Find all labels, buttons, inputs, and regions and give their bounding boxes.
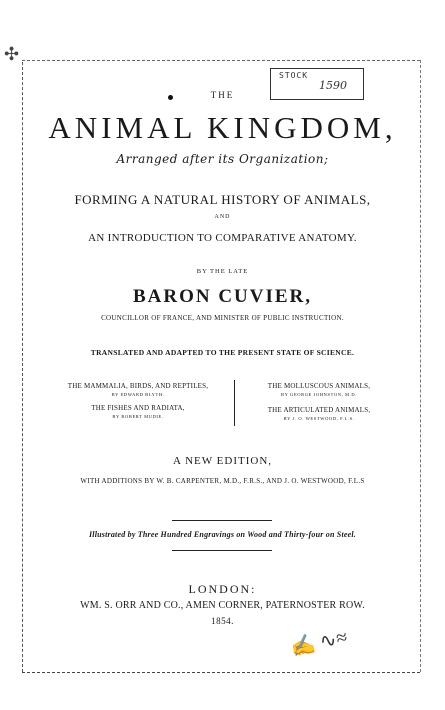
additions-line: WITH ADDITIONS BY W. B. CARPENTER, M.D., F.R.S., AND J. O. WESTWOOD, F.L.S: [80, 477, 365, 485]
contributor-articulated: [244, 406, 394, 421]
stamp-label: STOCK: [279, 71, 309, 80]
column-divider: [234, 380, 235, 426]
imprint-year: 1854.: [211, 616, 234, 626]
contributor-subject: THE MAMMALIA, BIRDS, AND REPTILES,: [67, 382, 209, 390]
page-border-bottom: [22, 672, 420, 673]
contributor-name: BY ROBERT MUDIE.: [112, 414, 164, 419]
author-title: COUNCILLOR OF FRANCE, AND MINISTER OF PUBLIC INSTRUCTION.: [101, 314, 344, 322]
imprint-publisher: WM. S. ORR AND CO., AMEN CORNER, PATERNOSTER ROW.: [80, 600, 365, 611]
and-connector: AND: [214, 214, 231, 220]
contributor-subject: THE ARTICULATED ANIMALS,: [267, 406, 371, 414]
by-the-late: BY THE LATE: [196, 268, 249, 275]
imprint-city: LONDON:: [188, 582, 257, 596]
translated-line: TRANSLATED AND ADAPTED TO THE PRESENT STATE OF SCIENCE.: [90, 348, 355, 357]
contributor-molluscous: [244, 382, 394, 397]
subtitle: Arranged after its Organization;: [116, 152, 329, 166]
forming-line: FORMING A NATURAL HISTORY OF ANIMALS,: [74, 192, 371, 207]
illustrated-line: Illustrated by Three Hundred Engravings on Wood and Thirty-four on Steel.: [88, 530, 356, 539]
page-border-top: [22, 60, 420, 61]
contributor-subject: THE MOLLUSCOUS ANIMALS,: [267, 382, 371, 390]
rule-top: [172, 520, 272, 521]
corner-smudge-icon: ✣: [4, 44, 20, 64]
contributor-mammalia: [58, 382, 218, 397]
contributor-fishes: [58, 404, 218, 419]
contributor-subject: THE FISHES AND RADIATA,: [91, 404, 185, 412]
rule-bottom: [172, 550, 272, 551]
handwritten-signature-icon: ✍ ∿≈: [288, 626, 350, 660]
author-name: BARON CUVIER,: [132, 286, 313, 307]
contributor-name: BY J. O. WESTWOOD, F.L.S.: [283, 416, 355, 421]
contributor-name: BY EDWARD BLYTH.: [111, 392, 165, 397]
ornament-dot-icon: [168, 95, 173, 100]
title-article: THE: [210, 90, 235, 100]
contributor-name: BY GEORGE JOHNSTON, M.D.: [281, 392, 357, 397]
introduction-line: AN INTRODUCTION TO COMPARATIVE ANATOMY.: [88, 232, 357, 244]
stamp-number: 1590: [319, 79, 347, 92]
main-title: ANIMAL KINGDOM,: [48, 110, 397, 145]
edition-line: A NEW EDITION,: [172, 455, 273, 467]
